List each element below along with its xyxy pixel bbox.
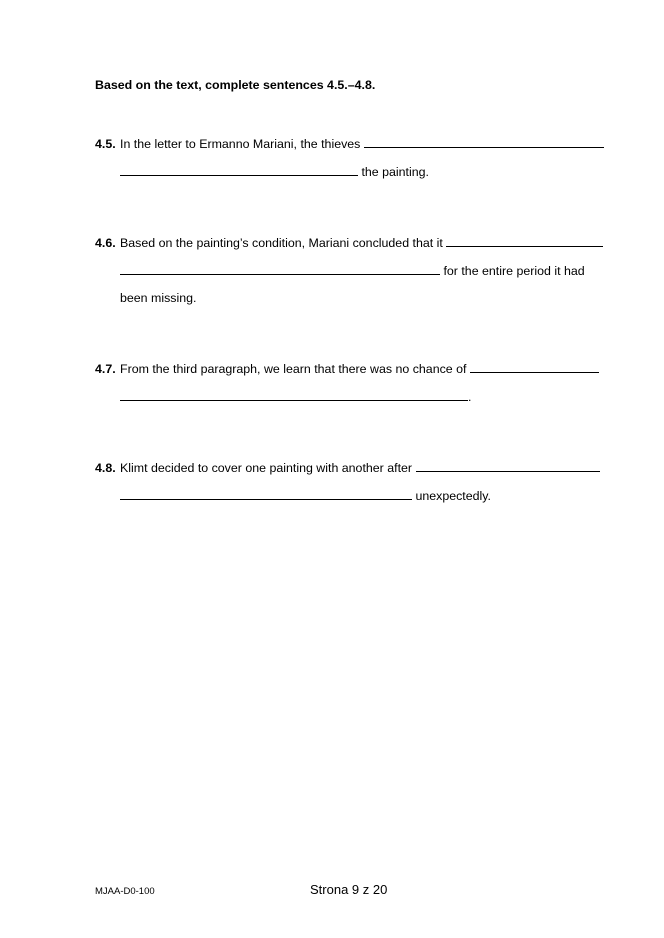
question-line-1 xyxy=(95,360,599,377)
answer-blank[interactable] xyxy=(416,459,600,472)
instruction-heading: Based on the text, complete sentences 4.5.–4.8. xyxy=(95,78,376,92)
question-text-after: the painting. xyxy=(361,165,429,179)
question-number: 4.5. xyxy=(95,137,116,151)
question-line-2 xyxy=(120,163,429,180)
question-line-2 xyxy=(120,487,491,504)
question-text-after: . xyxy=(468,390,472,404)
answer-blank[interactable] xyxy=(120,388,468,401)
question-text-before: Klimt decided to cover one painting with another after xyxy=(120,461,413,475)
answer-blank[interactable] xyxy=(364,135,604,148)
question-text-before: In the letter to Ermanno Mariani, the thieves xyxy=(120,137,361,151)
question-text-before: From the third paragraph, we learn that there was no chance of xyxy=(120,362,467,376)
question-text-end: been missing. xyxy=(120,291,197,305)
answer-blank[interactable] xyxy=(446,234,603,247)
page-number: Strona 9 z 20 xyxy=(310,882,388,897)
question-number: 4.8. xyxy=(95,461,116,475)
question-line-1 xyxy=(95,135,604,152)
question-line-3 xyxy=(120,290,196,306)
question-line-1 xyxy=(95,459,600,476)
question-text-after: unexpectedly. xyxy=(415,489,491,503)
answer-blank[interactable] xyxy=(120,163,358,176)
answer-blank[interactable] xyxy=(120,487,412,500)
question-line-1 xyxy=(95,234,603,251)
answer-blank[interactable] xyxy=(120,262,440,275)
question-number: 4.6. xyxy=(95,236,116,250)
question-text-before: Based on the painting’s condition, Mariani concluded that it xyxy=(120,236,443,250)
document-code: MJAA-D0-100 xyxy=(95,886,155,897)
question-text-after: for the entire period it had xyxy=(443,264,585,278)
question-line-2 xyxy=(120,262,585,279)
question-number: 4.7. xyxy=(95,362,116,376)
question-line-2 xyxy=(120,388,471,405)
answer-blank[interactable] xyxy=(470,360,599,373)
